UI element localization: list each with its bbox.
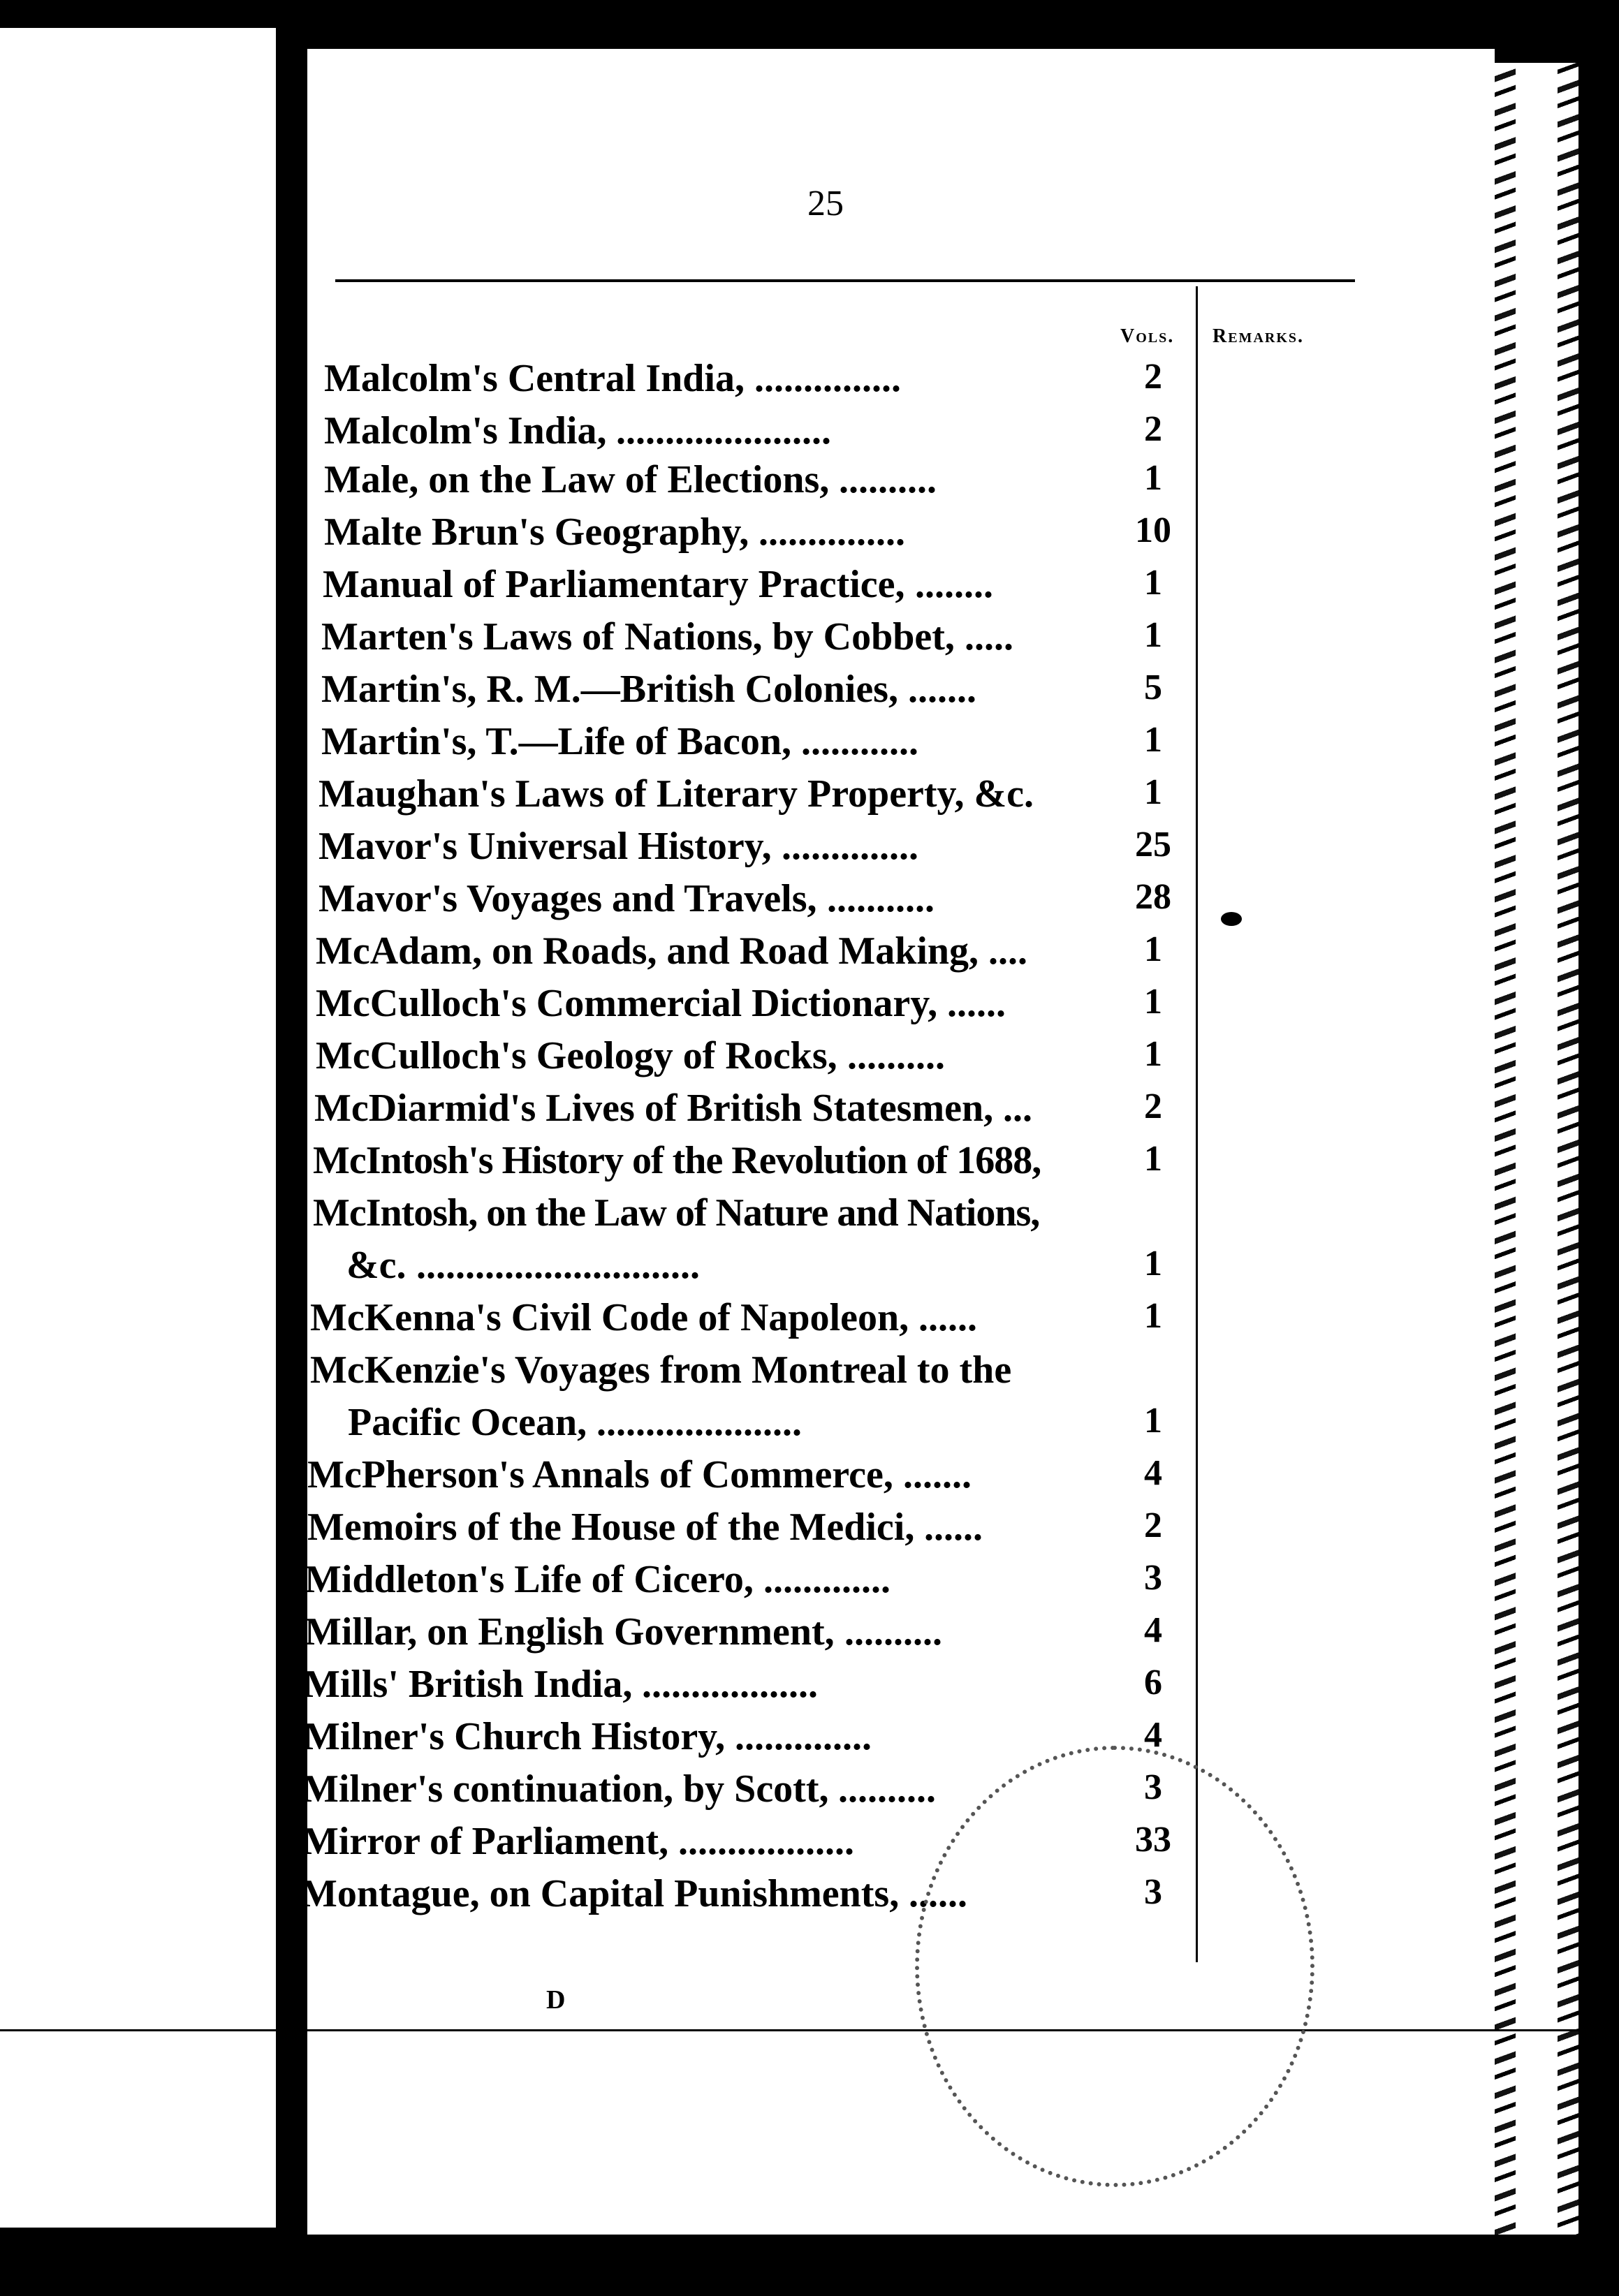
entry-title: Memoirs of the House of the Medici, [307, 1506, 915, 1549]
entry-leader-dots: ... [1003, 1087, 1032, 1130]
catalogue-entry [0, 1662, 1187, 1711]
entry-vols: 6 [1144, 1663, 1162, 1702]
entry-vols: 2 [1144, 357, 1162, 397]
entry-vols: 1 [1144, 929, 1162, 969]
remarks-column-rule [1196, 286, 1198, 1962]
catalogue-entry [0, 1086, 1187, 1135]
entry-leader-dots: ...... [924, 1506, 983, 1549]
entry-vols: 1 [1144, 1401, 1162, 1441]
catalogue-entry [0, 562, 1187, 611]
entry-vols: 3 [1144, 1558, 1162, 1598]
entry-leader-dots: ...... [947, 982, 1006, 1025]
entry-title: Marten's Laws of Nations, by Cobbet, [321, 615, 955, 658]
entry-title: Malcolm's India, [324, 409, 607, 452]
entry-leader-dots: ..... [965, 615, 1013, 658]
entry-vols: 1 [1144, 1139, 1162, 1179]
vols-column-header: Vols. [1120, 325, 1175, 347]
entry-title: Milner's continuation, by Scott, [302, 1767, 829, 1811]
entry-vols: 1 [1144, 563, 1162, 603]
entry-leader-dots: ...................... [616, 409, 831, 452]
entry-vols: 1 [1144, 1296, 1162, 1336]
catalogue-entry [0, 457, 1187, 506]
entry-vols: 1 [1144, 772, 1162, 812]
entry-title: Mirror of Parliament, [302, 1820, 669, 1863]
entry-leader-dots: ...... [909, 1872, 967, 1915]
entry-vols: 1 [1144, 1244, 1162, 1283]
entry-vols: 1 [1144, 458, 1162, 498]
catalogue-entry [0, 356, 1187, 405]
header-rule [335, 279, 1355, 282]
remarks-column-header: Remarks. [1213, 325, 1305, 347]
catalogue-entry [0, 876, 1187, 925]
catalogue-entry [0, 1033, 1187, 1082]
entry-vols: 2 [1144, 1506, 1162, 1545]
ink-blot [1221, 912, 1242, 926]
catalogue-entry [0, 1610, 1187, 1658]
entry-vols: 1 [1144, 720, 1162, 760]
entry-title: Mavor's Voyages and Travels, [318, 877, 817, 920]
catalogue-entry [0, 1714, 1187, 1763]
entry-vols: 3 [1144, 1767, 1162, 1807]
catalogue-entry [0, 824, 1187, 873]
entry-title: &c. [346, 1244, 406, 1287]
entry-title: McIntosh's History of the Revolution of 1688, [313, 1139, 1041, 1182]
entry-title: Maughan's Laws of Literary Property, &c. [318, 772, 1034, 816]
entry-title: Pacific Ocean, [348, 1401, 587, 1444]
entry-leader-dots: .................. [642, 1663, 818, 1706]
entry-leader-dots: .......... [844, 1610, 942, 1654]
entry-leader-dots: .............. [735, 1715, 872, 1758]
catalogue-entry [0, 1138, 1187, 1187]
entry-title: Milner's Church History, [303, 1715, 726, 1758]
entry-title: McAdam, on Roads, and Road Making, [316, 929, 979, 973]
entry-vols: 25 [1135, 825, 1171, 864]
entry-title: McPherson's Annals of Commerce, [307, 1453, 893, 1496]
entry-title: Mavor's Universal History, [318, 825, 772, 868]
entry-title: Millar, on English Government, [305, 1610, 835, 1654]
entry-leader-dots: ....... [903, 1453, 972, 1496]
catalogue-entry [0, 1557, 1187, 1606]
entry-title: Malte Brun's Geography, [324, 510, 749, 554]
entry-leader-dots: .................. [678, 1820, 854, 1863]
catalogue-entry [0, 1400, 1187, 1449]
entry-vols: 10 [1135, 510, 1171, 550]
entry-vols: 4 [1144, 1715, 1162, 1755]
entry-leader-dots: .......... [847, 1034, 945, 1077]
entry-title: McIntosh, on the Law of Nature and Nations, [313, 1191, 1040, 1235]
entry-vols: 28 [1135, 877, 1171, 917]
catalogue-entry [0, 409, 1187, 457]
entry-leader-dots: ............. [763, 1558, 891, 1601]
entry-leader-dots: ............... [759, 510, 905, 554]
entry-title: Male, on the Law of Elections, [324, 458, 830, 501]
catalogue-entry [0, 1348, 1187, 1397]
entry-leader-dots: .... [988, 929, 1027, 973]
entry-leader-dots: ............... [754, 357, 901, 400]
catalogue-entry [0, 772, 1187, 820]
entry-title: Martin's, R. M.—British Colonies, [321, 668, 898, 711]
entry-vols: 2 [1144, 1087, 1162, 1126]
entry-vols: 1 [1144, 982, 1162, 1022]
entry-vols: 4 [1144, 1453, 1162, 1493]
catalogue-entry [0, 1243, 1187, 1292]
catalogue-entry [0, 667, 1187, 716]
entry-leader-dots: ........... [827, 877, 935, 920]
catalogue-entry [0, 1505, 1187, 1554]
entry-title: Malcolm's Central India, [324, 357, 745, 400]
entry-title: McKenna's Civil Code of Napoleon, [310, 1296, 909, 1339]
entry-title: Middleton's Life of Cicero, [305, 1558, 754, 1601]
catalogue-entry [0, 510, 1187, 559]
catalogue-entry [0, 981, 1187, 1030]
entry-vols: 3 [1144, 1872, 1162, 1912]
entry-leader-dots: .......... [838, 1767, 936, 1811]
catalogue-entry [0, 1295, 1187, 1344]
entry-leader-dots: ............................. [416, 1244, 700, 1287]
entry-leader-dots: ........ [915, 563, 993, 606]
entry-title: Manual of Parliamentary Practice, [323, 563, 905, 606]
entry-vols: 4 [1144, 1610, 1162, 1650]
scan-bottom-rule [0, 2029, 1619, 2031]
entry-title: McKenzie's Voyages from Montreal to the [310, 1348, 1012, 1392]
entry-title: McCulloch's Commercial Dictionary, [316, 982, 938, 1025]
entry-leader-dots: .............. [782, 825, 918, 868]
entry-title: McCulloch's Geology of Rocks, [316, 1034, 837, 1077]
entry-vols: 1 [1144, 1034, 1162, 1074]
entry-title: Mills' British India, [303, 1663, 633, 1706]
catalogue-entry [0, 1452, 1187, 1501]
entry-leader-dots: ...... [918, 1296, 977, 1339]
entry-title: Martin's, T.—Life of Bacon, [321, 720, 792, 763]
catalogue-entry [0, 929, 1187, 978]
entry-vols: 2 [1144, 409, 1162, 449]
catalogue-entry [0, 1191, 1187, 1239]
entry-title: Montague, on Capital Punishments, [300, 1872, 900, 1915]
entry-vols: 33 [1135, 1820, 1171, 1860]
entry-title: McDiarmid's Lives of British Statesmen, [314, 1087, 994, 1130]
catalogue-entry [0, 719, 1187, 768]
entry-leader-dots: ..................... [596, 1401, 802, 1444]
entry-leader-dots: ....... [908, 668, 976, 711]
page-edge-inner [1516, 63, 1558, 2235]
entry-leader-dots: ............ [801, 720, 918, 763]
entry-vols: 1 [1144, 615, 1162, 655]
catalogue-entry [0, 615, 1187, 663]
entry-vols: 5 [1144, 668, 1162, 707]
signature-mark: D [546, 1985, 566, 2015]
entry-leader-dots: .......... [839, 458, 937, 501]
library-stamp [915, 1746, 1314, 2187]
page-number: 25 [807, 184, 844, 223]
